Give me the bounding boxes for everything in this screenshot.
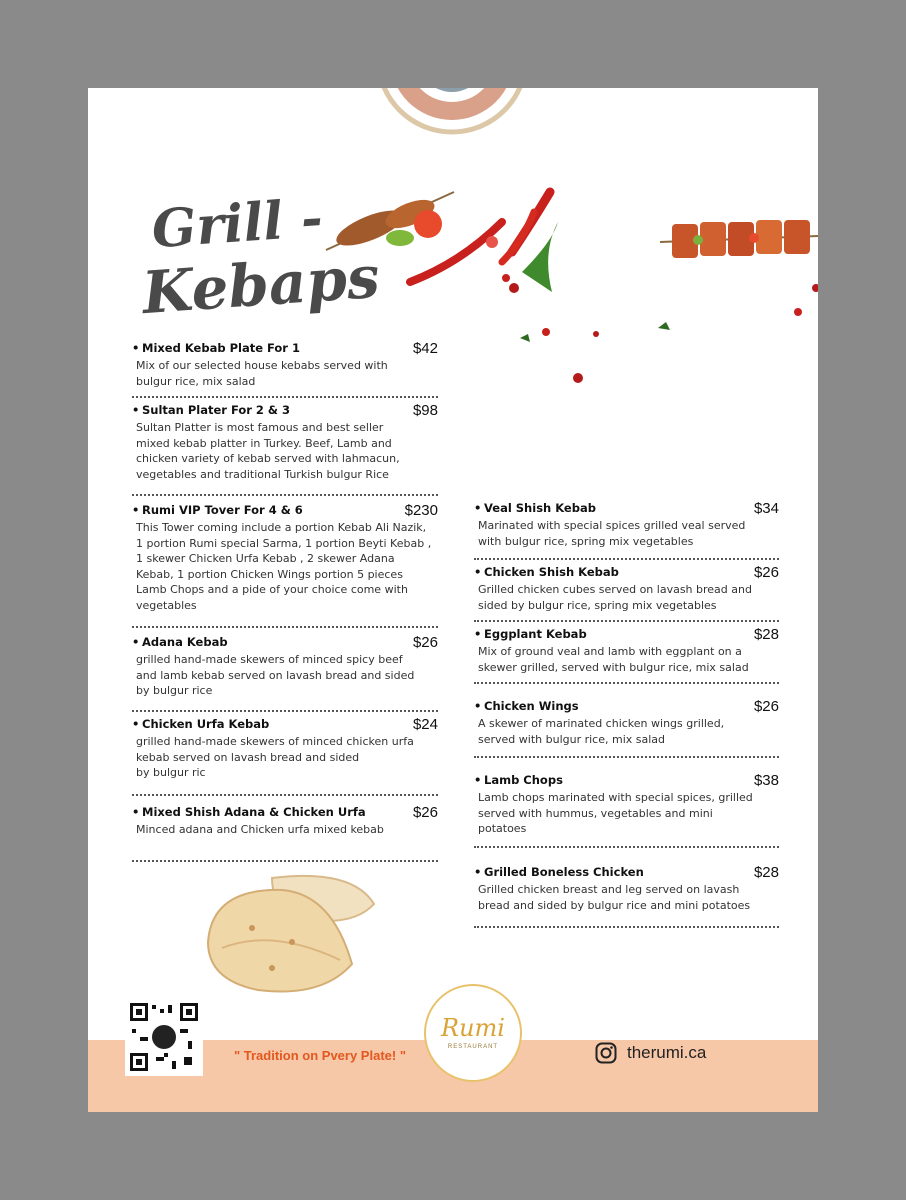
item-price: $26 [753, 564, 779, 581]
menu-item [474, 564, 779, 622]
qr-code-pattern [128, 1001, 200, 1073]
item-price: $98 [412, 402, 438, 419]
menu-column-right [474, 500, 779, 928]
menu-item [474, 500, 779, 560]
item-name: • Rumi VIP Tover For 4 & 6 [132, 502, 438, 518]
item-price: $230 [404, 502, 438, 519]
item-name: • Chicken Wings [474, 698, 779, 714]
decorative-ring-image [370, 88, 534, 158]
menu-item [132, 402, 438, 496]
item-name: • Mixed Shish Adana & Chicken Urfa [132, 804, 438, 820]
pepper-flakes-image [508, 278, 818, 388]
item-description: Grilled chicken breast and leg served on lavash bread and sided by bulgur rice and mini potatoes [478, 883, 751, 912]
menu-item [132, 502, 438, 628]
menu-item [474, 698, 779, 758]
instagram-icon [595, 1042, 617, 1064]
menu-item [132, 716, 438, 796]
logo-subtitle: RESTAURANT [447, 1044, 499, 1050]
qr-code[interactable] [125, 998, 203, 1076]
item-price: $28 [753, 864, 779, 881]
item-price: $42 [412, 340, 438, 357]
item-price: $28 [753, 626, 779, 643]
item-description: Mix of ground veal and lamb with eggplant on a skewer grilled, served with bulgur rice, mix salad [478, 645, 749, 674]
tagline: " Tradition on Pvery Plate! " [234, 1048, 406, 1063]
item-name: • Veal Shish Kebab [474, 500, 779, 516]
item-name: • Eggplant Kebab [474, 626, 779, 642]
menu-item [132, 804, 438, 862]
menu-item [132, 340, 438, 398]
item-description: A skewer of marinated chicken wings grilled, served with bulgur rice, mix salad [478, 717, 725, 746]
logo-name: Rumi [441, 1014, 505, 1042]
item-price: $24 [412, 716, 438, 733]
item-name: • Grilled Boneless Chicken [474, 864, 779, 880]
menu-item [474, 772, 779, 848]
item-description: Minced adana and Chicken urfa mixed kebab [136, 823, 384, 836]
item-name: • Adana Kebab [132, 634, 438, 650]
item-description: This Tower coming include a portion Kebab Ali Nazik, 1 portion Rumi special Sarma, 1 portion Beyti Kebab , 1 skewer Chicken Urfa Kebab , 2 skewer Adana Kebab, 1 portion Chicken Wings portion 5 pieces Lamb Chops and a pide of your choice come with vegetables [136, 521, 432, 612]
item-description: Grilled chicken cubes served on lavash bread and sided by bulgur rice, spring mix vegetables [478, 583, 752, 612]
item-description: grilled hand-made skewers of minced chicken urfa kebab served on lavash bread and sided by bulgur ric [136, 735, 414, 779]
item-name: • Chicken Shish Kebab [474, 564, 779, 580]
item-price: $26 [412, 804, 438, 821]
menu-item [474, 864, 779, 928]
item-name: • Lamb Chops [474, 772, 779, 788]
shish-skewer-image [660, 206, 818, 276]
item-name: • Chicken Urfa Kebab [132, 716, 438, 732]
pita-bread-image [202, 868, 378, 998]
item-name: • Sultan Plater For 2 & 3 [132, 402, 438, 418]
menu-item [474, 626, 779, 684]
title-line-2: Kebaps [140, 242, 382, 328]
restaurant-logo [424, 984, 522, 1082]
instagram-handle: therumi.ca [627, 1043, 707, 1062]
item-name: • Mixed Kebab Plate For 1 [132, 340, 438, 356]
menu-item [132, 634, 438, 712]
menu-page [88, 88, 818, 1112]
item-price: $26 [753, 698, 779, 715]
item-price: $38 [753, 772, 779, 789]
item-price: $34 [753, 500, 779, 517]
menu-column-left [132, 340, 438, 862]
title-line-1: Grill - [149, 187, 325, 261]
item-description: Sultan Platter is most famous and best seller mixed kebab platter in Turkey. Beef, Lamb and chicken variety of kebab served with lahmacun, vegetables and traditional Turkish bulgur Rice [136, 421, 400, 481]
item-description: grilled hand-made skewers of minced spicy beef and lamb kebab served on lavash bread and sided by bulgur rice [136, 653, 415, 697]
item-description: Marinated with special spices grilled veal served with bulgur rice, spring mix vegetables [478, 519, 746, 548]
item-description: Lamb chops marinated with special spices, grilled served with hummus, vegetables and mini potatoes [478, 791, 753, 835]
instagram-link[interactable] [595, 1042, 706, 1064]
item-description: Mix of our selected house kebabs served with bulgur rice, mix salad [136, 359, 388, 388]
item-price: $26 [412, 634, 438, 651]
